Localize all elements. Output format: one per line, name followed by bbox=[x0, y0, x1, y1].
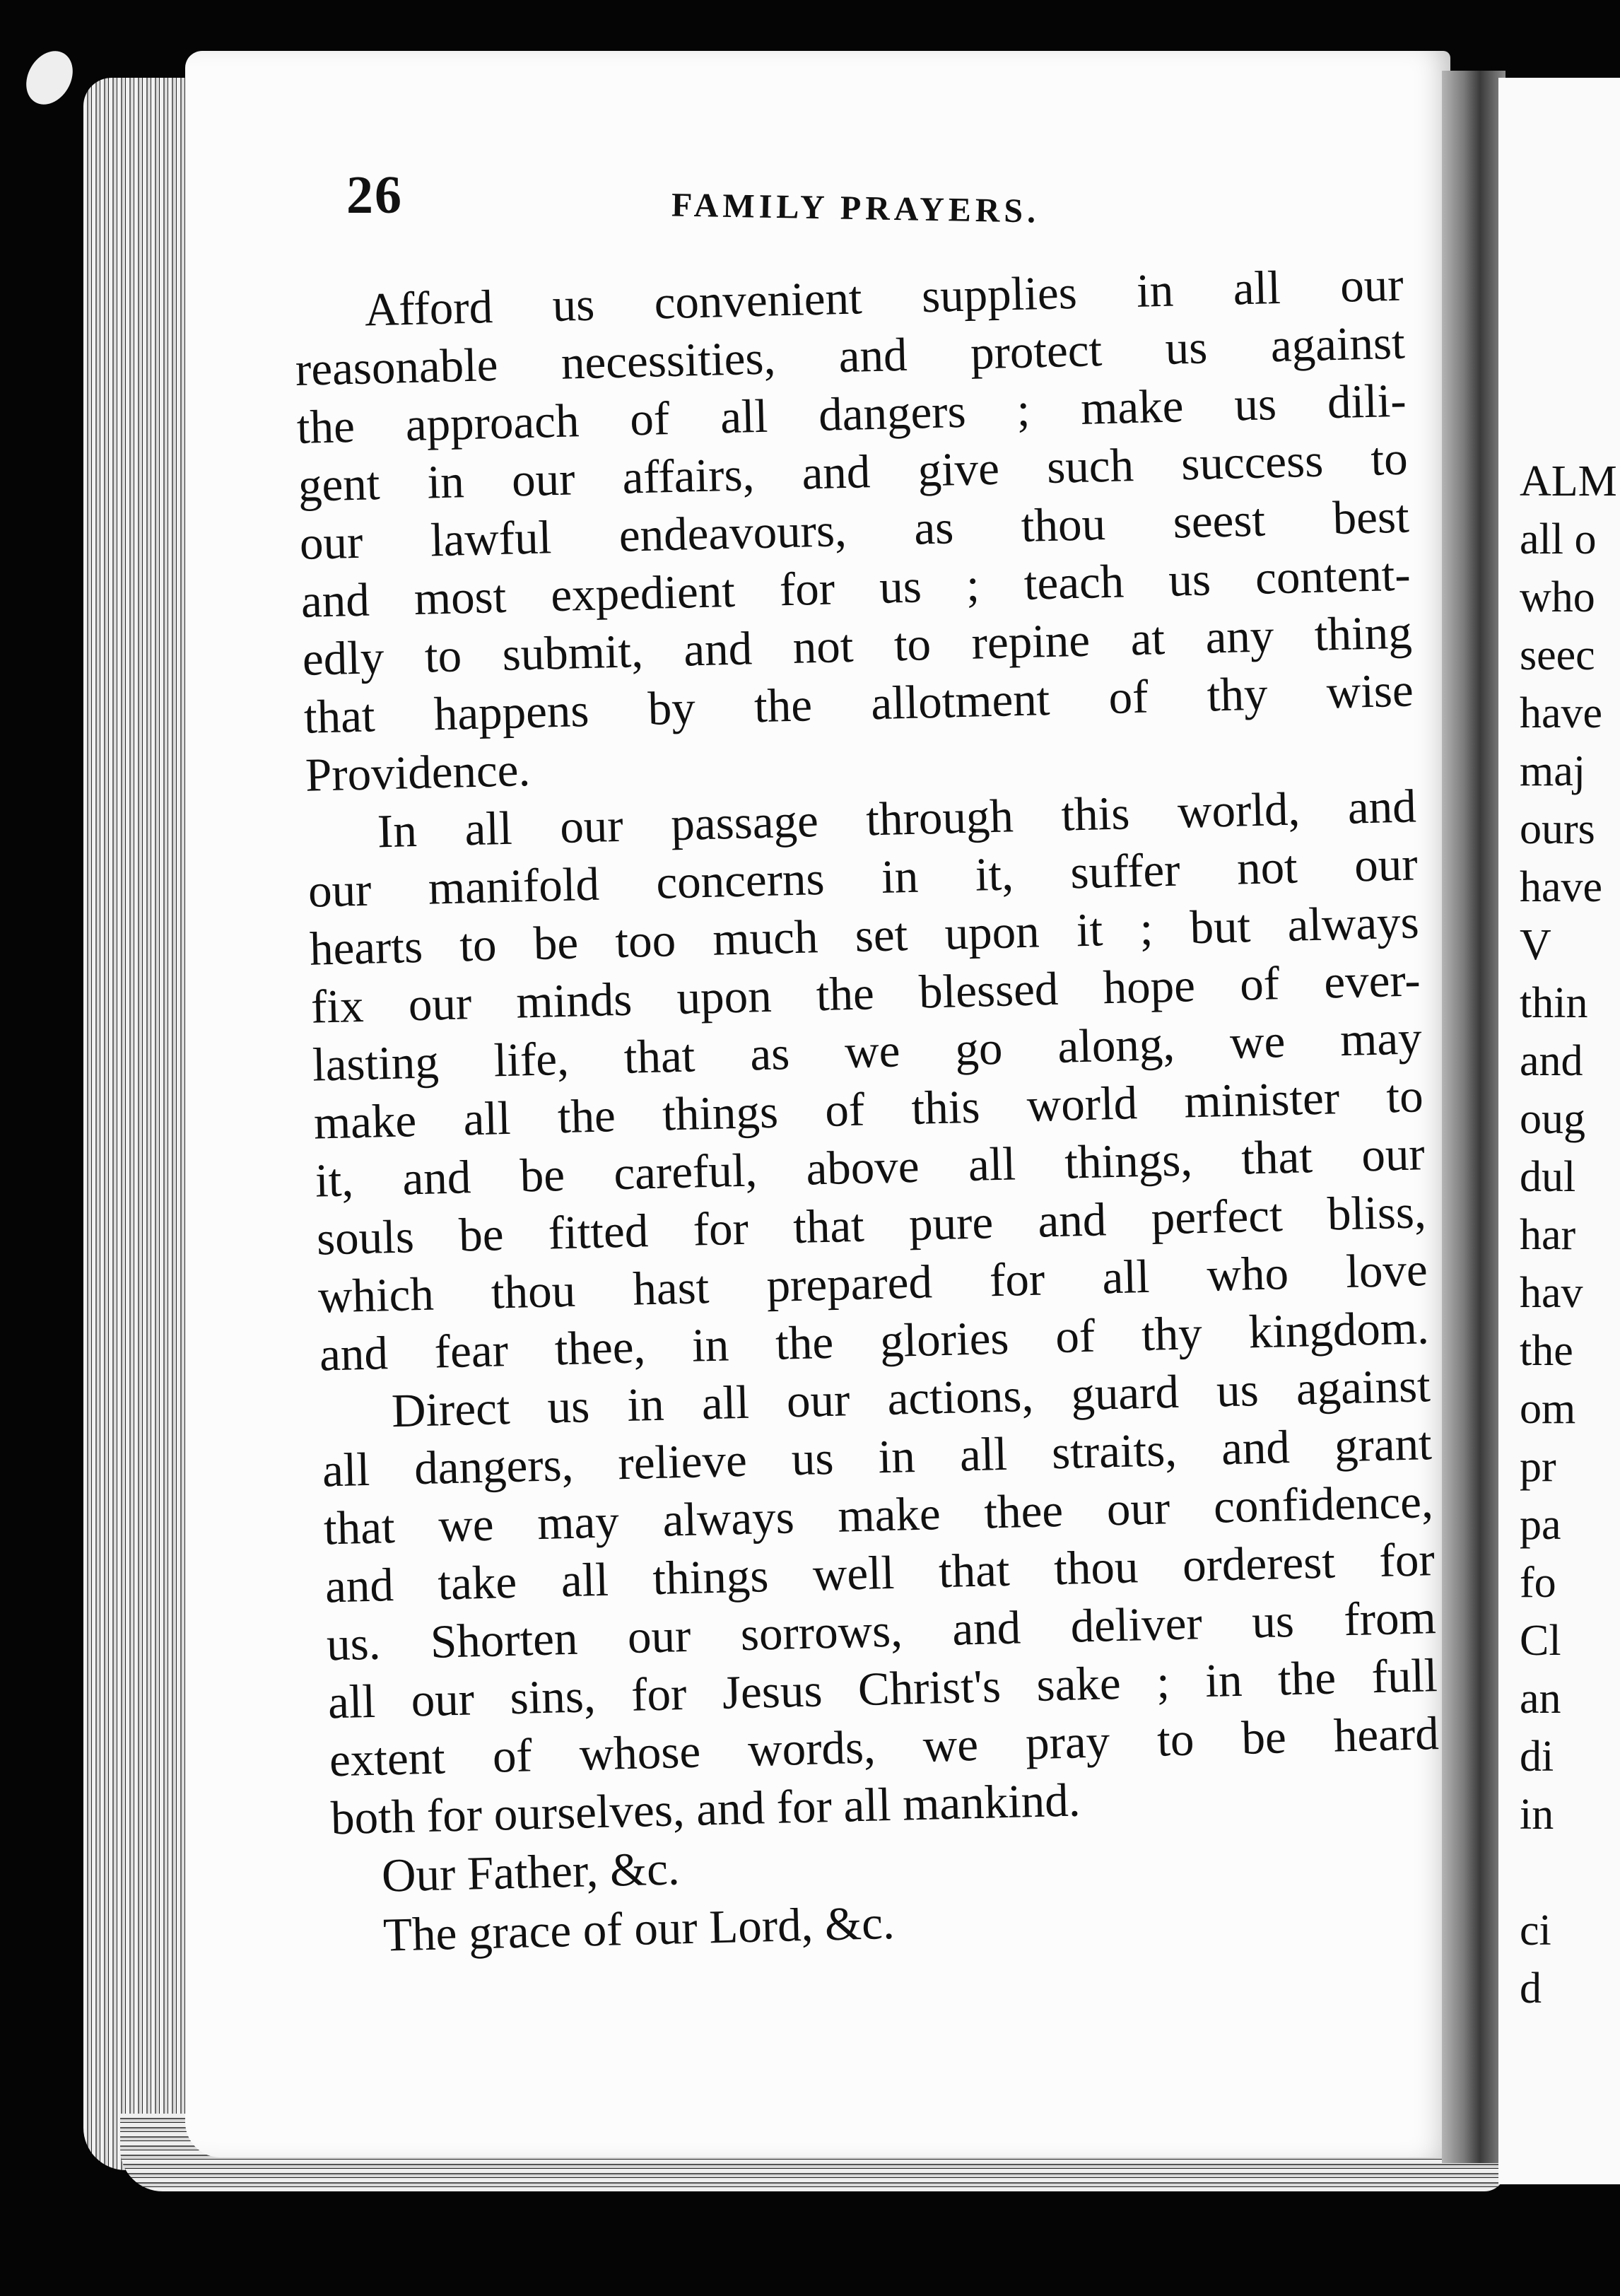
facing-line: the bbox=[1520, 1327, 1573, 1375]
closing-line: The grace of our Lord, &c. bbox=[382, 1896, 896, 1962]
text-line: gent in our affairs, and give such success to bbox=[298, 432, 1409, 512]
closing-line: Our Father, &c. bbox=[381, 1842, 681, 1902]
facing-line bbox=[1520, 1844, 1620, 1902]
facing-line: dul bbox=[1520, 1153, 1576, 1201]
text-line: the approach of all dangers ; make us dili- bbox=[296, 374, 1407, 454]
facing-line: oug bbox=[1520, 1095, 1585, 1143]
facing-line: di bbox=[1520, 1733, 1554, 1781]
facing-line: all o bbox=[1520, 515, 1597, 563]
text-line: our manifold concerns in it, suffer not our bbox=[307, 838, 1419, 918]
facing-line: d bbox=[1520, 1964, 1542, 2008]
running-head bbox=[346, 159, 1421, 244]
text-line: reasonable necessities, and protect us against bbox=[295, 316, 1406, 396]
facing-line: Cl bbox=[1520, 1617, 1561, 1665]
text-line: extent of whose words, we pray to be heard bbox=[329, 1707, 1440, 1787]
text-line: and fear thee, in the glories of thy kingdom. bbox=[319, 1301, 1430, 1381]
text-line: souls be fitted for that pure and perfect bliss, bbox=[316, 1185, 1427, 1265]
text-line: that we may always make thee our confidence, bbox=[323, 1475, 1434, 1555]
text-line: it, and be careful, above all things, that our bbox=[315, 1128, 1426, 1207]
facing-line: ALM bbox=[1520, 457, 1617, 505]
facing-line: V bbox=[1520, 921, 1551, 969]
facing-line: ci bbox=[1520, 1906, 1551, 1955]
facing-line: maj bbox=[1520, 747, 1585, 795]
text-line: which thou hast prepared for all who love bbox=[317, 1243, 1428, 1323]
text-line: In all our passage through this world, and bbox=[377, 780, 1417, 858]
facing-line: have bbox=[1520, 863, 1603, 911]
text-line: and take all things well that thou orderest for bbox=[324, 1533, 1436, 1613]
text-line: fix our minds upon the blessed hope of ever- bbox=[310, 954, 1421, 1033]
text-line: that happens by the allotment of thy wise bbox=[303, 664, 1414, 744]
facing-page-text bbox=[1520, 452, 1620, 2008]
facing-line: hav bbox=[1520, 1269, 1583, 1317]
text-line: Direct us in all our actions, guard us against bbox=[391, 1359, 1431, 1438]
facing-line: thin bbox=[1520, 979, 1588, 1027]
facing-line: pa bbox=[1520, 1501, 1561, 1549]
facing-line: pr bbox=[1520, 1443, 1556, 1491]
book-gutter bbox=[1442, 71, 1505, 2163]
text-line: us. Shorten our sorrows, and deliver us from bbox=[326, 1591, 1437, 1671]
facing-line: om bbox=[1520, 1385, 1576, 1433]
text-line: hearts to be too much set upon it ; but always bbox=[309, 896, 1420, 976]
text-line: edly to submit, and not to repine at any thing bbox=[302, 606, 1413, 686]
page-header-title: FAMILY PRAYERS. bbox=[671, 186, 1040, 230]
facing-line: ours bbox=[1520, 805, 1595, 853]
facing-line: seec bbox=[1520, 631, 1595, 679]
text-line: our lawful endeavours, as thou seest best bbox=[299, 490, 1410, 570]
text-line: all dangers, relieve us in all straits, and grant bbox=[322, 1417, 1433, 1497]
facing-line: an bbox=[1520, 1675, 1561, 1723]
page-number: 26 bbox=[346, 165, 403, 225]
text-line: both for ourselves, and for all mankind. bbox=[330, 1774, 1081, 1845]
text-line: all our sins, for Jesus Christ's sake ; in the full bbox=[327, 1649, 1438, 1729]
facing-line: fo bbox=[1520, 1559, 1556, 1607]
facing-line: have bbox=[1520, 689, 1603, 737]
text-line: Providence. bbox=[305, 744, 531, 802]
facing-line: in bbox=[1520, 1791, 1554, 1839]
text-line: lasting life, that as we go along, we may bbox=[312, 1012, 1423, 1091]
facing-line: who bbox=[1520, 573, 1595, 621]
text-line: and most expedient for us ; teach us content- bbox=[300, 548, 1411, 628]
facing-line: and bbox=[1520, 1037, 1583, 1085]
facing-line: har bbox=[1520, 1211, 1576, 1259]
text-line: Afford us convenient supplies in all our bbox=[364, 258, 1404, 336]
prayer-text bbox=[293, 256, 1445, 2008]
text-line: make all the things of this world minister to bbox=[313, 1070, 1424, 1149]
